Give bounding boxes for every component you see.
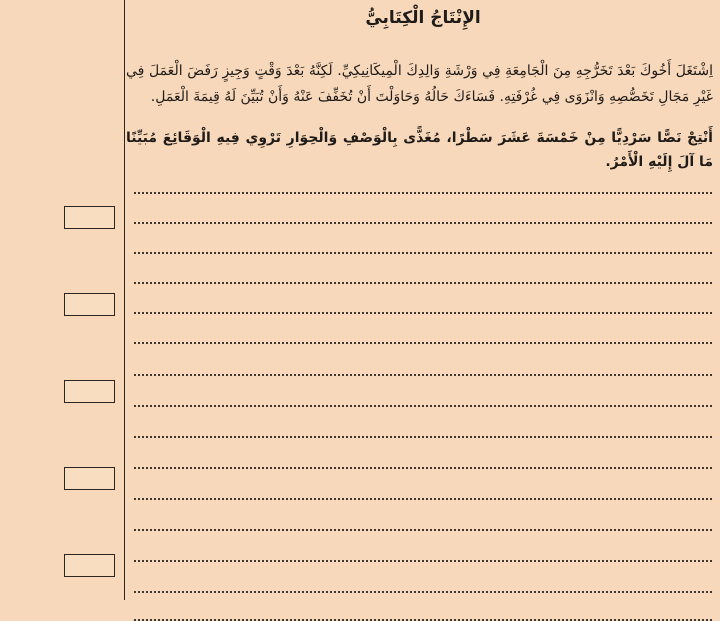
section-title: الإِنْتَاجُ الْكِتَابِيُّ [365, 8, 481, 28]
answer-line-2[interactable] [134, 222, 712, 224]
answer-line-6[interactable] [134, 342, 712, 344]
grading-margin [0, 0, 125, 600]
answer-line-8[interactable] [134, 405, 712, 407]
answer-line-13[interactable] [134, 560, 712, 562]
score-box-1[interactable] [64, 206, 115, 229]
answer-line-12[interactable] [134, 529, 712, 531]
score-box-3[interactable] [64, 380, 115, 403]
answer-line-11[interactable] [134, 498, 712, 500]
writing-section [126, 0, 720, 600]
answer-line-10[interactable] [134, 467, 712, 469]
answer-line-14[interactable] [134, 591, 712, 593]
answer-line-7[interactable] [134, 374, 712, 376]
answer-lines[interactable] [134, 0, 712, 600]
score-box-4[interactable] [64, 467, 115, 490]
score-box-2[interactable] [64, 293, 115, 316]
score-box-5[interactable] [64, 554, 115, 577]
answer-line-4[interactable] [134, 282, 712, 284]
writing-context-paragraph: اِشْتَغَلَ أَخُوكَ بَعْدَ تَخَرُّجِهِ مِنَ الْجَامِعَةِ فِي وَرْشَةِ وَالِدِكَ الْمِيكَانِيكِيِّ. لَكِنَّهُ بَعْدَ وَقْتٍ وَجِيزٍ رَفَضَ الْعَمَلَ فِي غَيْرِ مَجَالِ تَخَصُّصِهِ وَانْزَوَى فِي غُرْفَتِهِ. فَسَاءَكَ حَالُهُ وَحَاوَلْتَ أَنْ تُخَفِّفَ عَنْهُ وَأَنْ تُبَيِّنَ لَهُ قِيمَةَ الْعَمَلِ. [126, 63, 713, 105]
answer-line-1[interactable] [134, 192, 712, 194]
answer-line-5[interactable] [134, 312, 712, 314]
answer-line-9[interactable] [134, 436, 712, 438]
writing-instruction: أَنْتِجْ نَصًّا سَرْدِيًّا مِنْ خَمْسَةَ عَشَرَ سَطْرًا، مُغَذًّى بِالْوَصْفِ وَالْحِوَارِ تَرْوِي فِيهِ الْوَقَائِعَ مُبَيِّنًا مَا آلَ إِلَيْهِ الْأَمْرُ. [126, 130, 713, 170]
answer-line-3[interactable] [134, 252, 712, 254]
